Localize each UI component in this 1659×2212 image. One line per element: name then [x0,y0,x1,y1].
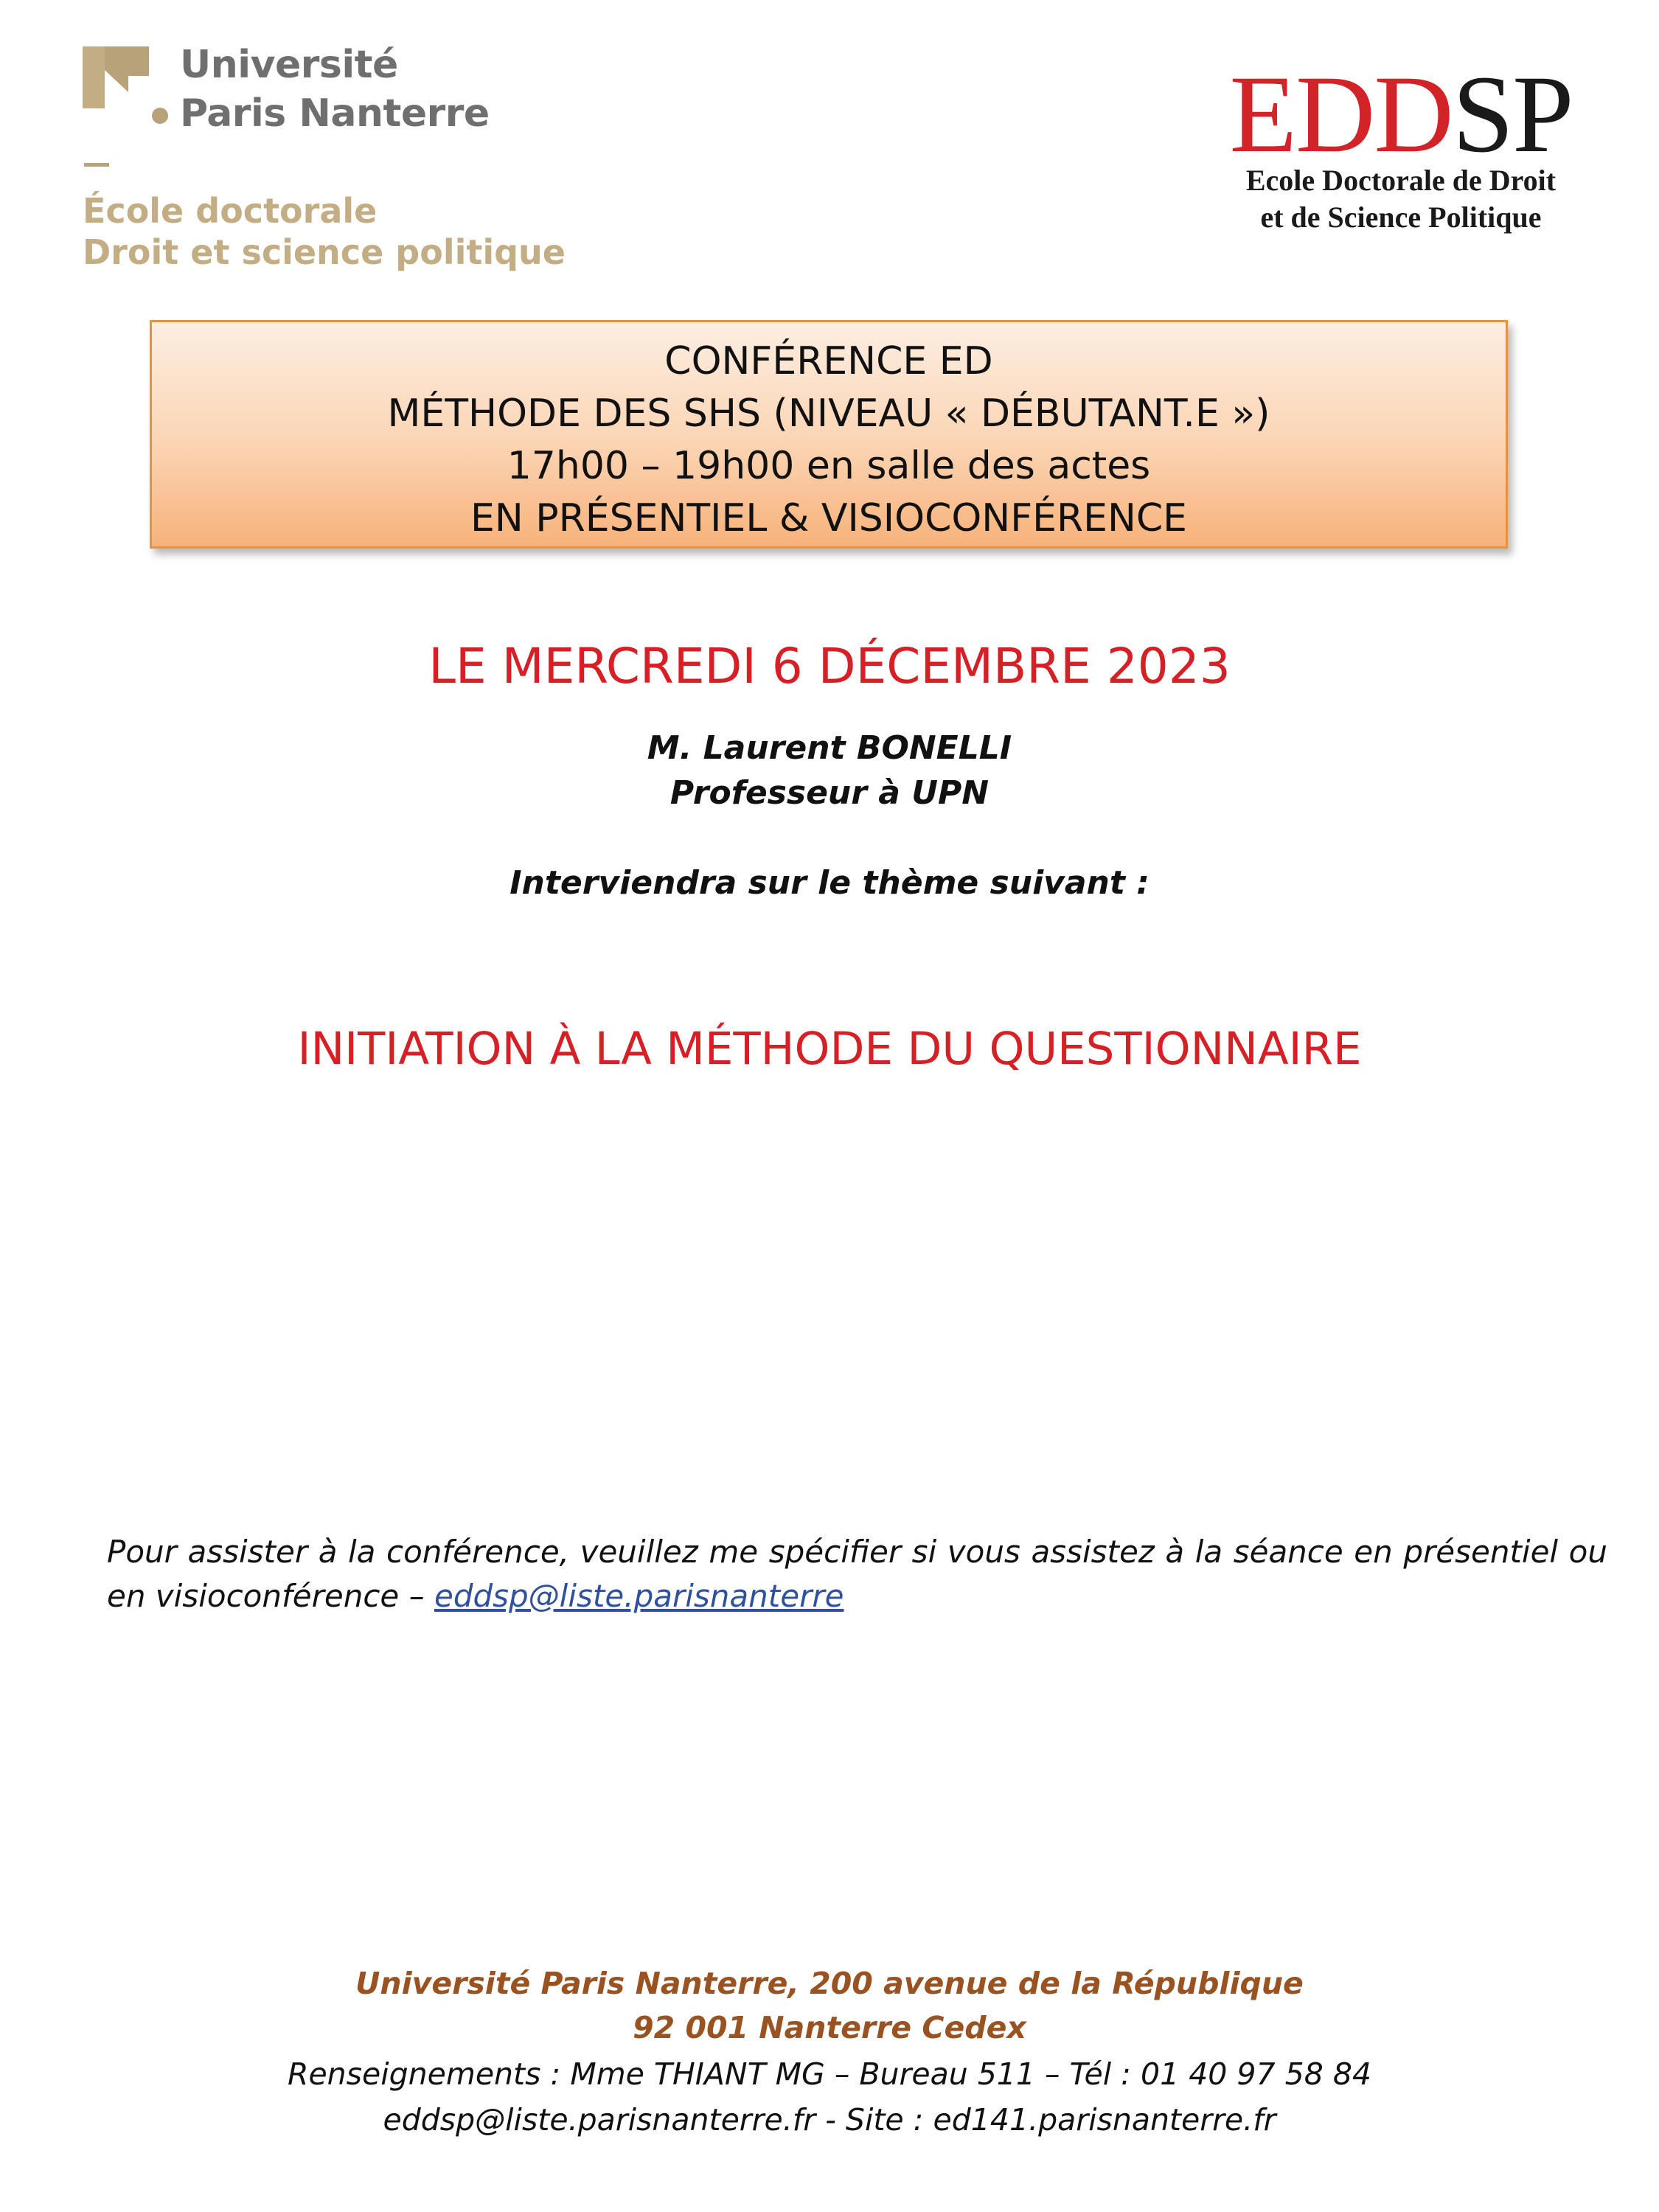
banner-time-room: 17h00 – 19h00 en salle des actes [507,444,1151,488]
eddsp-wordmark-red: EDD [1229,53,1453,175]
speaker-title: Professeur à UPN [669,774,990,812]
footer-address-line2: 92 001 Nanterre Cedex [633,2010,1026,2045]
banner-subject: MÉTHODE DES SHS (NIVEAU « DÉBUTANT.E ») [387,392,1270,436]
attendance-notice [107,1530,1607,1618]
nanterre-n-logo-icon [83,41,149,114]
doctoral-school-line1: École doctorale [83,191,378,231]
eddsp-logo [1209,53,1593,258]
university-name [180,41,490,138]
university-logo [83,41,566,276]
university-name-line2-text: Paris Nanterre [180,91,490,136]
speaker-name: M. Laurent BONELLI [647,729,1012,767]
doctoral-school-line2: Droit et science politique [83,232,566,272]
eddsp-subtitle-line1: Ecole Doctorale de Droit [1245,164,1557,197]
footer-address-line1: Université Paris Nanterre, 200 avenue de la République [355,1966,1304,2001]
footer-email-link[interactable]: eddsp@liste.parisnanterre.fr [383,2102,816,2138]
doctoral-school-name [83,190,566,273]
conference-theme: INITIATION À LA MÉTHODE DU QUESTIONNAIRE [297,1023,1362,1075]
footer-site-link[interactable]: ed141.parisnanterre.fr [933,2102,1276,2138]
logo-dot-icon [152,108,168,124]
conference-banner [150,320,1508,549]
banner-title: CONFÉRENCE ED [664,339,993,383]
banner-format: EN PRÉSENTIEL & VISIOCONFÉRENCE [470,496,1188,540]
eddsp-subtitle-line2: et de Science Politique [1260,201,1542,234]
footer-site-label: - Site : [815,2102,933,2138]
theme-intro: Interviendra sur le thème suivant : [509,864,1150,902]
eddsp-wordmark-dark: SP [1452,53,1573,175]
attendance-notice-text: Pour assister à la conférence, veuillez me spécifier si vous assistez à la séance en présentiel ou en visioconférence – [107,1534,1607,1614]
footer-contact: Renseignements : Mme THIANT MG – Bureau 511 – Tél : 01 40 97 58 84 [287,2056,1372,2092]
university-name-line1: Université [180,43,398,87]
university-name-line2 [180,89,490,138]
eddsp-wordmark [1209,53,1593,175]
logo-divider [84,163,109,167]
notice-email-link[interactable]: eddsp@liste.parisnanterre [434,1578,844,1614]
footer-links [0,2098,1659,2142]
event-date: LE MERCREDI 6 DÉCEMBRE 2023 [428,638,1231,695]
